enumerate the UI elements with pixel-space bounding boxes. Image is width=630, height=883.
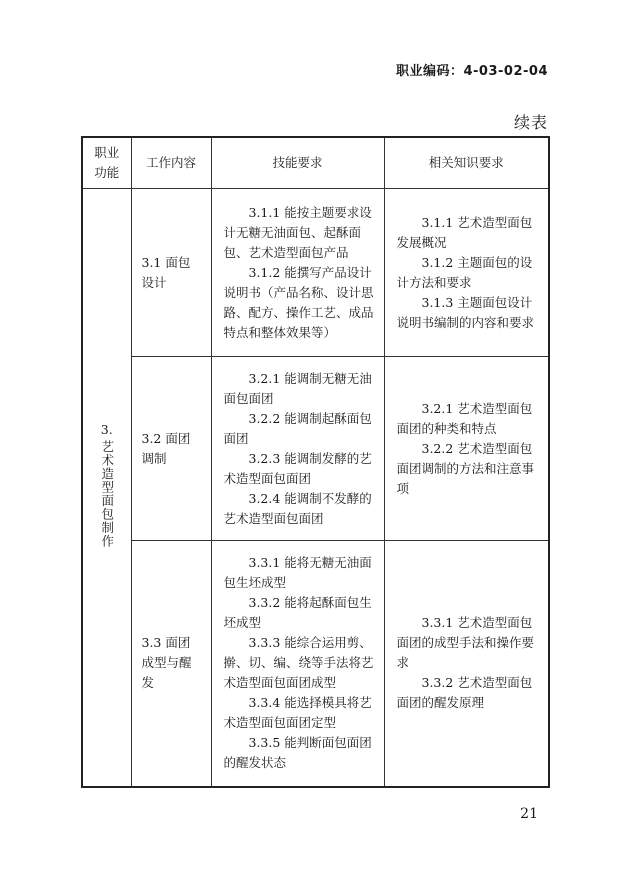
col-header-skills: 技能要求 bbox=[211, 137, 384, 189]
skill-item: 3.2.3 能调制发酵的艺术造型面包面团 bbox=[223, 450, 372, 486]
skill-item: 3.2.4 能调制不发酵的艺术造型面包面团 bbox=[223, 490, 372, 526]
occupation-code: 职业编码：4-03-02-04 bbox=[395, 64, 548, 79]
skill-item: 3.2.2 能调制起酥面包面团 bbox=[223, 410, 372, 446]
knowledge-item: 3.1.1 艺术造型面包发展概况 bbox=[396, 214, 533, 250]
col-header-work: 工作内容 bbox=[131, 137, 211, 189]
col-header-function bbox=[82, 137, 131, 189]
skills-cell bbox=[211, 357, 384, 541]
skill-item: 3.3.3 能综合运用剪、擀、切、编、绕等手法将艺术造型面包面团成型 bbox=[223, 635, 374, 691]
table-row bbox=[82, 189, 549, 357]
col-header-function-line2: 功能 bbox=[94, 165, 120, 180]
knowledge-item: 3.2.2 艺术造型面包面团调制的方法和注意事项 bbox=[396, 440, 535, 496]
col-header-knowledge: 相关知识要求 bbox=[384, 137, 549, 189]
col-header-function-line1: 职业 bbox=[94, 145, 120, 160]
table-header-row bbox=[82, 137, 549, 189]
continued-label: 续表 bbox=[513, 113, 548, 132]
knowledge-item: 3.3.2 艺术造型面包面团的醒发原理 bbox=[396, 675, 533, 711]
knowledge-cell bbox=[384, 189, 549, 357]
skill-item: 3.2.1 能调制无糖无油面包面团 bbox=[223, 370, 372, 406]
skill-item: 3.1.1 能按主题要求设计无糖无油面包、起酥面包、艺术造型面包产品 bbox=[223, 204, 372, 260]
knowledge-item: 3.1.2 主题面包的设计方法和要求 bbox=[396, 254, 533, 290]
work-content-cell: 3.1 面包设计 bbox=[131, 189, 211, 357]
table-row bbox=[82, 357, 549, 541]
knowledge-item: 3.3.1 艺术造型面包面团的成型手法和操作要求 bbox=[396, 615, 535, 671]
work-content-cell: 3.2 面团调制 bbox=[131, 357, 211, 541]
work-content-cell: 3.3 面团成型与醒发 bbox=[131, 541, 211, 787]
skill-item: 3.3.1 能将无糖无油面包生坯成型 bbox=[223, 555, 372, 591]
skill-item: 3.3.5 能判断面包面团的醒发状态 bbox=[223, 735, 372, 771]
table-row bbox=[82, 541, 549, 787]
function-number: 3. bbox=[100, 422, 113, 438]
skills-table bbox=[81, 136, 550, 788]
knowledge-item: 3.2.1 艺术造型面包面团的种类和特点 bbox=[396, 400, 533, 436]
knowledge-cell bbox=[384, 357, 549, 541]
function-name: 艺术造型面包制作 bbox=[99, 440, 115, 549]
knowledge-cell bbox=[384, 541, 549, 787]
skills-cell bbox=[211, 189, 384, 357]
skills-cell bbox=[211, 541, 384, 787]
skill-item: 3.1.2 能撰写产品设计说明书（产品名称、设计思路、配方、操作工艺、成品特点和整体效果等） bbox=[223, 264, 374, 340]
function-cell bbox=[82, 189, 131, 787]
knowledge-item: 3.1.3 主题面包设计说明书编制的内容和要求 bbox=[396, 294, 535, 330]
skill-item: 3.3.2 能将起酥面包生坯成型 bbox=[223, 595, 372, 631]
page-number: 21 bbox=[520, 806, 538, 822]
skill-item: 3.3.4 能选择模具将艺术造型面包面团定型 bbox=[223, 695, 372, 731]
